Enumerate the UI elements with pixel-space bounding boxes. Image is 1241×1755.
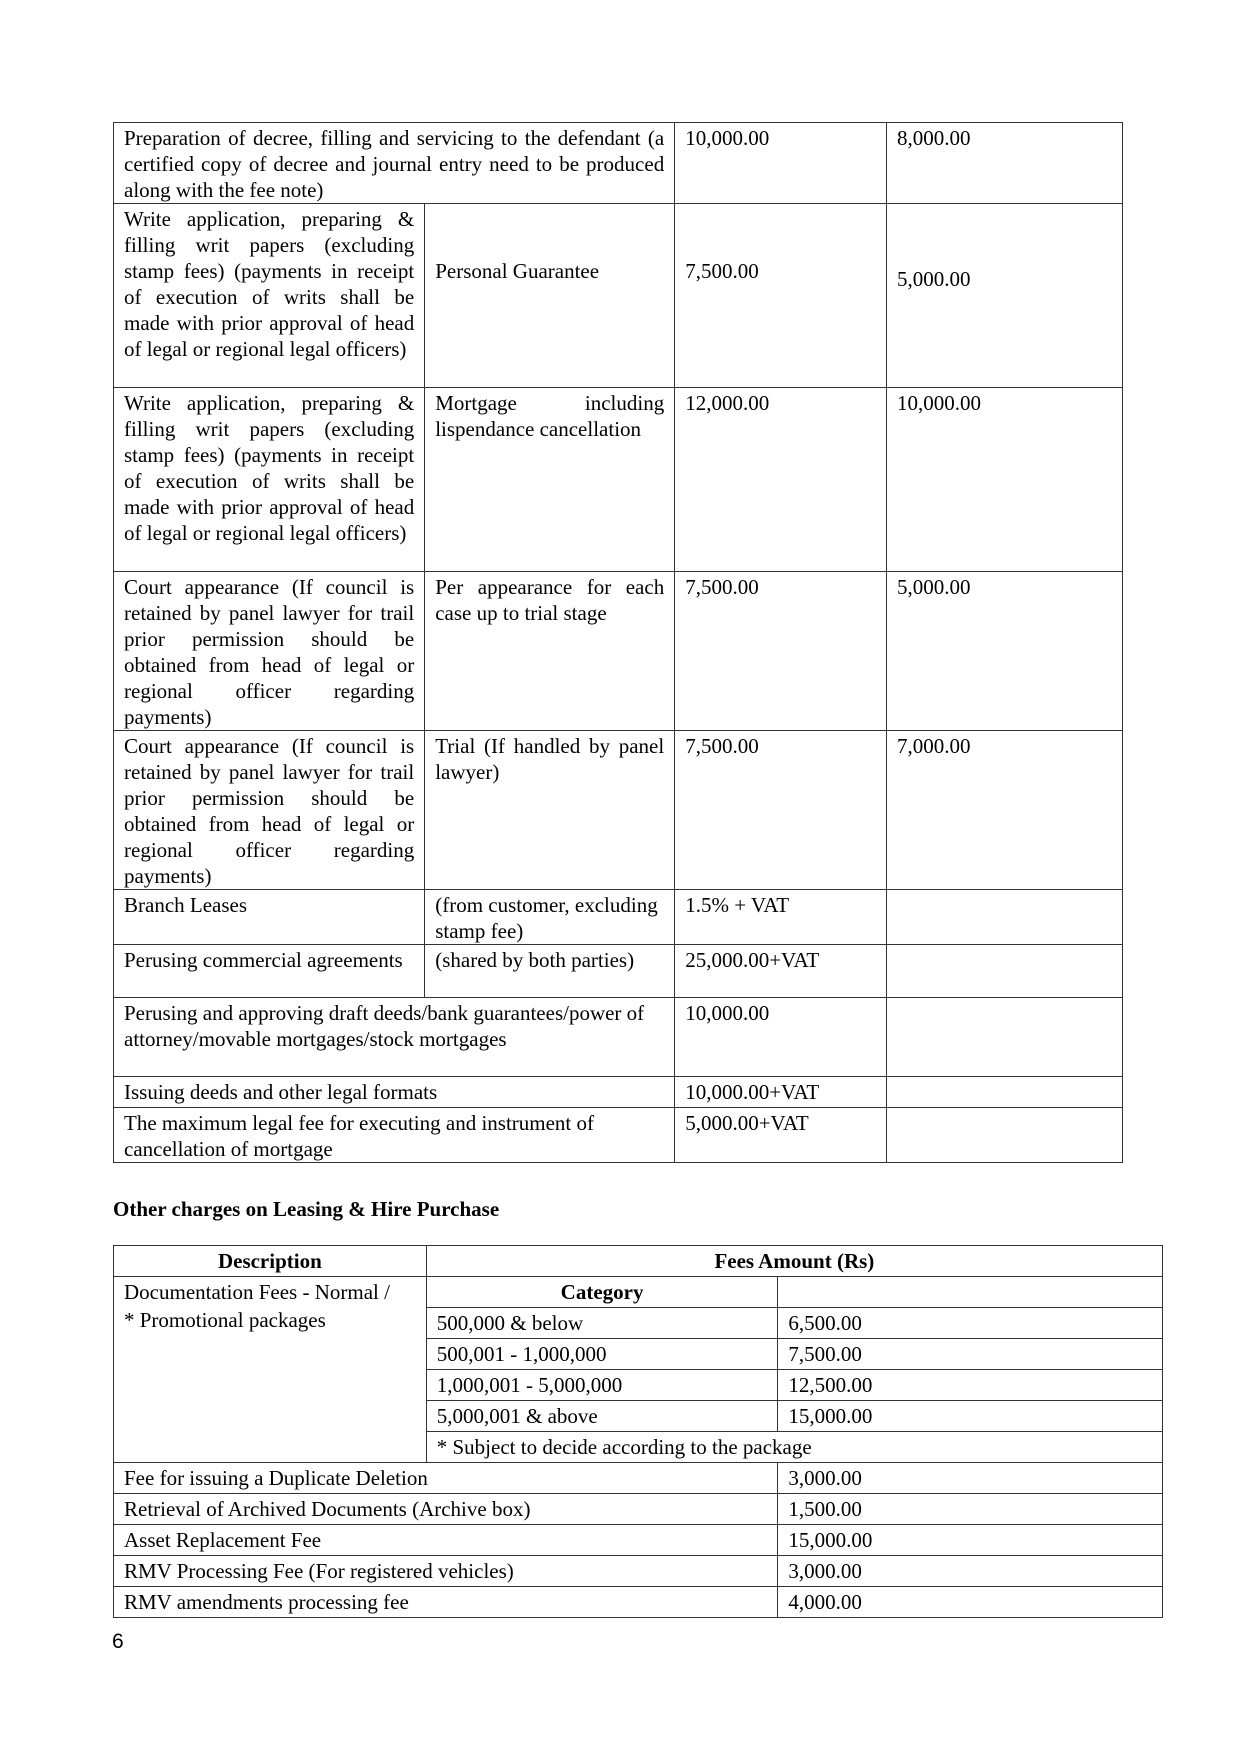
category-range-cell: 500,001 - 1,000,000 [426,1339,778,1370]
amount-cell: 7,500.00 [675,731,887,890]
description-cell: Write application, preparing & filling writ papers (excluding stamp fees) (payments in receipt of execution of writs shall be made with prior approval of head of legal or regional legal officers) [114,388,425,572]
amount-cell: 5,000.00 [887,204,1123,388]
header-row [114,1246,1163,1277]
fee-cell: 15,000.00 [778,1401,1163,1432]
table-row [114,945,1123,998]
table-row [114,731,1123,890]
description-header: Description [114,1246,427,1277]
fee-label-cell: Retrieval of Archived Documents (Archive box) [114,1494,778,1525]
category-cell: Mortgage including lispendance cancellation [425,388,675,572]
table-row [114,1494,1163,1525]
amount-cell: 25,000.00+VAT [675,945,887,998]
table-row [114,998,1123,1077]
table-row [114,1463,1163,1494]
category-cell: Per appearance for each case up to trial stage [425,572,675,731]
promotional-packages-label: * Promotional packages [124,1308,326,1332]
amount-cell: 10,000.00 [887,388,1123,572]
amount-cell: 5,000.00 [887,572,1123,731]
table-row [114,1077,1123,1108]
table-row [114,1277,1163,1308]
amount-cell: 1.5% + VAT [675,890,887,945]
fee-label-cell: Fee for issuing a Duplicate Deletion [114,1463,778,1494]
fee-label-cell: RMV Processing Fee (For registered vehicles) [114,1556,778,1587]
description-cell: Write application, preparing & filling writ papers (excluding stamp fees) (payments in receipt of execution of writs shall be made with prior approval of head of legal or regional legal officers) [114,204,425,388]
amount-cell [887,1108,1123,1163]
documentation-fee-cell [114,1277,427,1463]
fee-cell: 7,500.00 [778,1339,1163,1370]
table-row [114,388,1123,572]
amount-cell [887,1077,1123,1108]
empty-cell [778,1277,1163,1308]
category-cell: (shared by both parties) [425,945,675,998]
amount-cell [887,890,1123,945]
table-row [114,890,1123,945]
fee-cell: 4,000.00 [778,1587,1163,1618]
fee-label-cell: RMV amendments processing fee [114,1587,778,1618]
table-row [114,1587,1163,1618]
legal-fees-table [113,122,1123,1163]
table-row [114,204,1123,388]
category-range-cell: 1,000,001 - 5,000,000 [426,1370,778,1401]
fee-cell: 3,000.00 [778,1463,1163,1494]
fee-cell: 12,500.00 [778,1370,1163,1401]
amount-cell: 5,000.00+VAT [675,1108,887,1163]
category-range-cell: 500,000 & below [426,1308,778,1339]
fee-cell: 3,000.00 [778,1556,1163,1587]
fee-label-cell: Asset Replacement Fee [114,1525,778,1556]
fee-cell: 1,500.00 [778,1494,1163,1525]
description-cell: Court appearance (If council is retained by panel lawyer for trail prior permission should be obtained from head of legal or regional officer regarding payments) [114,572,425,731]
description-cell: Issuing deeds and other legal formats [114,1077,675,1108]
category-cell: Trial (If handled by panel lawyer) [425,731,675,890]
amount-cell: 10,000.00+VAT [675,1077,887,1108]
amount-cell: 10,000.00 [675,123,887,204]
amount-cell: 7,000.00 [887,731,1123,890]
amount-cell [887,998,1123,1077]
description-cell: Branch Leases [114,890,425,945]
category-header: Category [426,1277,778,1308]
description-cell: Preparation of decree, filling and servicing to the defendant (a certified copy of decree and journal entry need to be produced along with the fee note) [114,123,675,204]
fee-cell: 15,000.00 [778,1525,1163,1556]
description-cell: Perusing commercial agreements [114,945,425,998]
fee-cell: 6,500.00 [778,1308,1163,1339]
description-cell: Perusing and approving draft deeds/bank guarantees/power of attorney/movable mortgages/stock mortgages [114,998,675,1077]
package-note-cell: * Subject to decide according to the package [426,1432,1162,1463]
category-cell: (from customer, excluding stamp fee) [425,890,675,945]
amount-cell [887,945,1123,998]
section-heading: Other charges on Leasing & Hire Purchase [113,1197,500,1221]
category-range-cell: 5,000,001 & above [426,1401,778,1432]
amount-cell: 10,000.00 [675,998,887,1077]
amount-cell: 7,500.00 [675,572,887,731]
table-row [114,1108,1123,1163]
table-row [114,123,1123,204]
documentation-fee-label: Documentation Fees - Normal / [124,1280,390,1304]
category-cell: Personal Guarantee [425,204,675,388]
table-row [114,1556,1163,1587]
leasing-charges-table [113,1245,1163,1618]
description-cell: Court appearance (If council is retained by panel lawyer for trail prior permission should be obtained from head of legal or regional officer regarding payments) [114,731,425,890]
amount-cell: 7,500.00 [675,204,887,388]
fees-amount-header: Fees Amount (Rs) [426,1246,1162,1277]
table-row [114,1525,1163,1556]
amount-cell: 12,000.00 [675,388,887,572]
page-number: 6 [112,1630,124,1653]
amount-cell: 8,000.00 [887,123,1123,204]
table-row [114,572,1123,731]
description-cell: The maximum legal fee for executing and instrument of cancellation of mortgage [114,1108,675,1163]
